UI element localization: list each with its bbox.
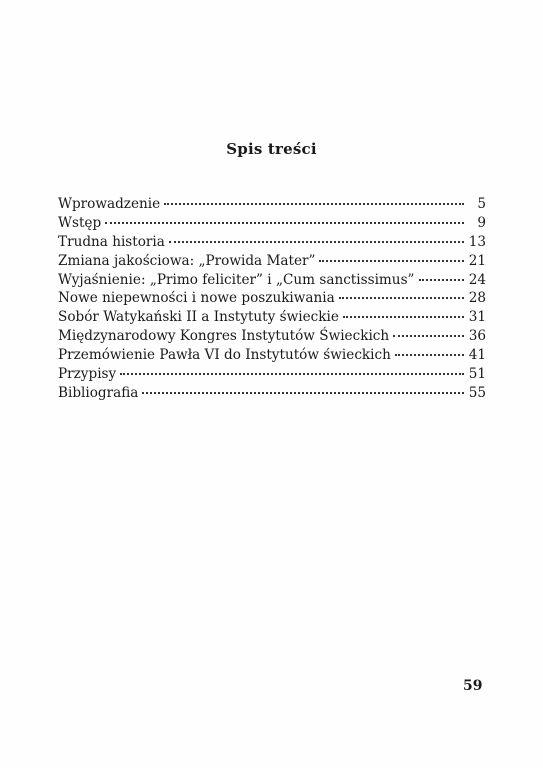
toc-entry (58, 214, 486, 233)
toc-entry (58, 252, 486, 271)
toc-entry-title: Trudna historia (58, 233, 165, 250)
toc-entry-page: 41 (468, 347, 486, 364)
toc-entry-title: Zmiana jakościowa: „Prowida Mater” (58, 252, 316, 269)
dot-leader (395, 353, 464, 356)
page-title: Spis treści (226, 140, 317, 158)
dot-leader (343, 315, 464, 318)
toc-entry-page: 9 (477, 214, 486, 231)
toc-entry (58, 384, 486, 403)
toc-entry-title: Wstęp (58, 214, 102, 231)
toc-entry-title: Wprowadzenie (58, 196, 161, 212)
toc-entry (58, 308, 486, 327)
dot-leader (393, 334, 464, 337)
toc-entry-page: 13 (468, 233, 486, 250)
toc-entry-page: 31 (468, 309, 486, 326)
dot-leader (164, 202, 464, 205)
toc-entry-title: Nowe niepewności i nowe poszukiwania (58, 290, 335, 307)
page-number: 59 (463, 678, 483, 694)
toc-entry-title: Międzynarodowy Kongres Instytutów Świeckich (58, 328, 390, 345)
toc-entry-title: Sobór Watykański II a Instytuty świeckie (58, 309, 339, 326)
toc-entry-title: Przypisy (58, 366, 117, 383)
toc-entry (58, 365, 486, 384)
dot-leader (169, 240, 464, 243)
toc-entry-title: Wyjaśnienie: „Primo feliciter” i „Cum sanctissimus” (58, 271, 415, 288)
toc-entry-page: 24 (468, 271, 486, 288)
dot-leader (339, 296, 464, 299)
dot-leader (142, 391, 464, 394)
toc-entry (58, 289, 486, 308)
toc-entry-page: 5 (477, 196, 486, 212)
toc-entry-page: 55 (468, 384, 486, 401)
dot-leader (319, 259, 464, 262)
toc-entry (58, 346, 486, 365)
toc-entry-page: 36 (468, 328, 486, 345)
toc-entry (58, 233, 486, 252)
dot-leader (419, 278, 465, 281)
toc-entry (58, 195, 486, 214)
toc-entry-page: 21 (468, 252, 486, 269)
toc-entry-page: 28 (468, 290, 486, 307)
toc-entry (58, 271, 486, 290)
toc-entry-title: Przemówienie Pawła VI do Instytutów świeckich (58, 347, 391, 364)
table-of-contents (58, 195, 486, 403)
toc-entry-page: 51 (468, 366, 486, 383)
toc-entry (58, 327, 486, 346)
dot-leader (120, 372, 464, 375)
dot-leader (105, 221, 464, 224)
toc-entry-title: Bibliografia (58, 384, 139, 401)
